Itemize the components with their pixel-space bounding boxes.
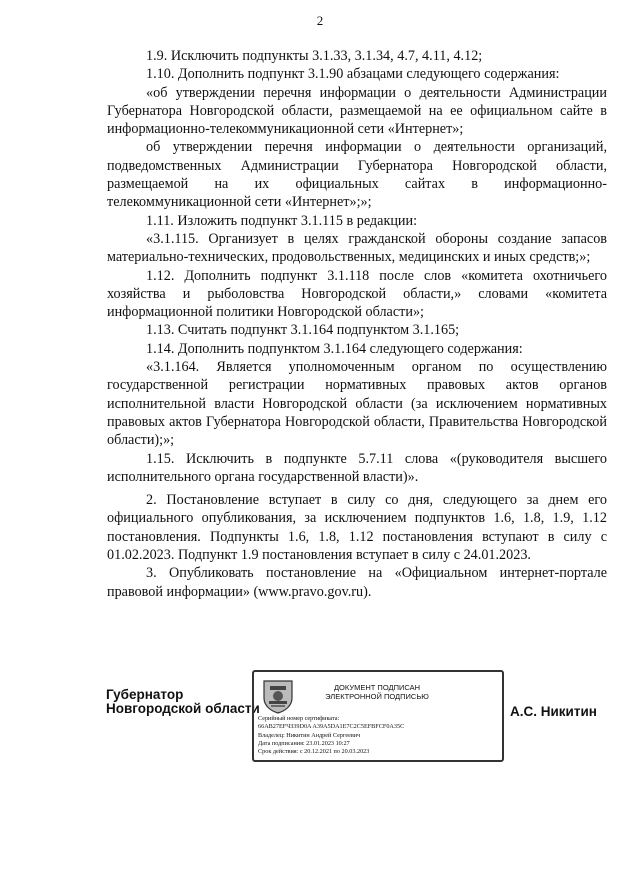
signatory-title-line2: Новгородской области [106, 701, 260, 716]
page-number: 2 [316, 13, 324, 28]
stamp-validity: Срок действия: с 20.12.2021 по 20.03.2023 [258, 748, 370, 756]
paragraph-1-12: 1.12. Дополнить подпункт 3.1.118 после слов «комитета охотничьего хозяйства и рыболовства Новгородской области,» словами «комитета информационной политики Новгородской области»; [107, 267, 607, 321]
signatory-title [106, 688, 260, 716]
stamp-owner: Владелец: Никитин Андрей Сергеевич [258, 731, 361, 739]
paragraph-2: 2. Постановление вступает в силу со дня, следующего за днем его официального опубликования, за исключением подпунктов 1.6, 1.8, 1.9, 1.12 постановления. Подпункты 1.6, 1.8, 1.12 постановления вступают в силу с 01.02.2023. Подпункт 1.9 постановления вступает в силу с 24.01.2023. [107, 492, 607, 564]
paragraph-3: 3. Опубликовать постановление на «Официальном интернет-портале правовой информации» (www.pravo.gov.ru). [107, 565, 607, 600]
paragraph-1-15: 1.15. Исключить в подпункте 5.7.11 слова «(руководителя высшего исполнительного органа государственной власти)». [107, 450, 607, 485]
stamp-signed-date: Дата подписания: 23.01.2023 10:27 [258, 739, 350, 747]
paragraph-1-14-text: «3.1.164. Является уполномоченным органом по осуществлению государственной регистрации нормативных правовых актов органов исполнительной власти Новгородской области (за исключением нормативных правовых актов Губернатора Новгородской области, Правительства Новгородской области);»; [107, 359, 607, 449]
stamp-cert-number: 66AB27EFЧЗ39D0A A39A5DA1E7C2C5EFBFCF0A35C [258, 723, 405, 731]
paragraph-1-13: 1.13. Считать подпункт 3.1.164 подпунктом 3.1.165; [146, 322, 460, 339]
stamp-cert-label: Серийный номер сертификата: [258, 715, 340, 722]
signatory-title-line1: Губернатор [106, 687, 184, 702]
stamp-heading [302, 683, 452, 701]
paragraph-1-10-text-b: об утверждении перечня информации о деятельности организаций, подведомственных Администрации Губернатора Новгородской области, размещаемой на их официальных сайтах в информационно-телекоммуникационной сети «Интернет»;»; [107, 139, 607, 211]
paragraph-1-9: 1.9. Исключить подпункты 3.1.33, 3.1.34, 4.7, 4.11, 4.12; [146, 48, 483, 64]
paragraph-1-11-text: «3.1.115. Организует в целях гражданской обороны создание запасов материально-технических, продовольственных, медицинских и иных средств;»; [107, 230, 607, 266]
paragraph-1-11: 1.11. Изложить подпункт 3.1.115 в редакции: [146, 212, 418, 229]
paragraph-1-10: 1.10. Дополнить подпункт 3.1.90 абзацами следующего содержания: [146, 66, 560, 83]
document-body [107, 47, 607, 601]
signatory-name: А.С. Никитин [510, 704, 597, 719]
paragraph-1-14: 1.14. Дополнить подпунктом 3.1.164 следующего содержания: [146, 340, 523, 357]
paragraph-1-10-text-a: «об утверждении перечня информации о деятельности Администрации Губернатора Новгородской области, размещаемой на ее официальном сайте в информационно-телекоммуникационной сети «Интернет»; [107, 84, 607, 138]
stamp-details [258, 715, 502, 756]
electronic-signature-stamp [252, 670, 504, 762]
stamp-heading-line2: ЭЛЕКТРОННОЙ ПОДПИСЬЮ [325, 692, 429, 701]
stamp-heading-line1: ДОКУМЕНТ ПОДПИСАН [333, 683, 421, 692]
coat-of-arms-icon [261, 678, 295, 714]
